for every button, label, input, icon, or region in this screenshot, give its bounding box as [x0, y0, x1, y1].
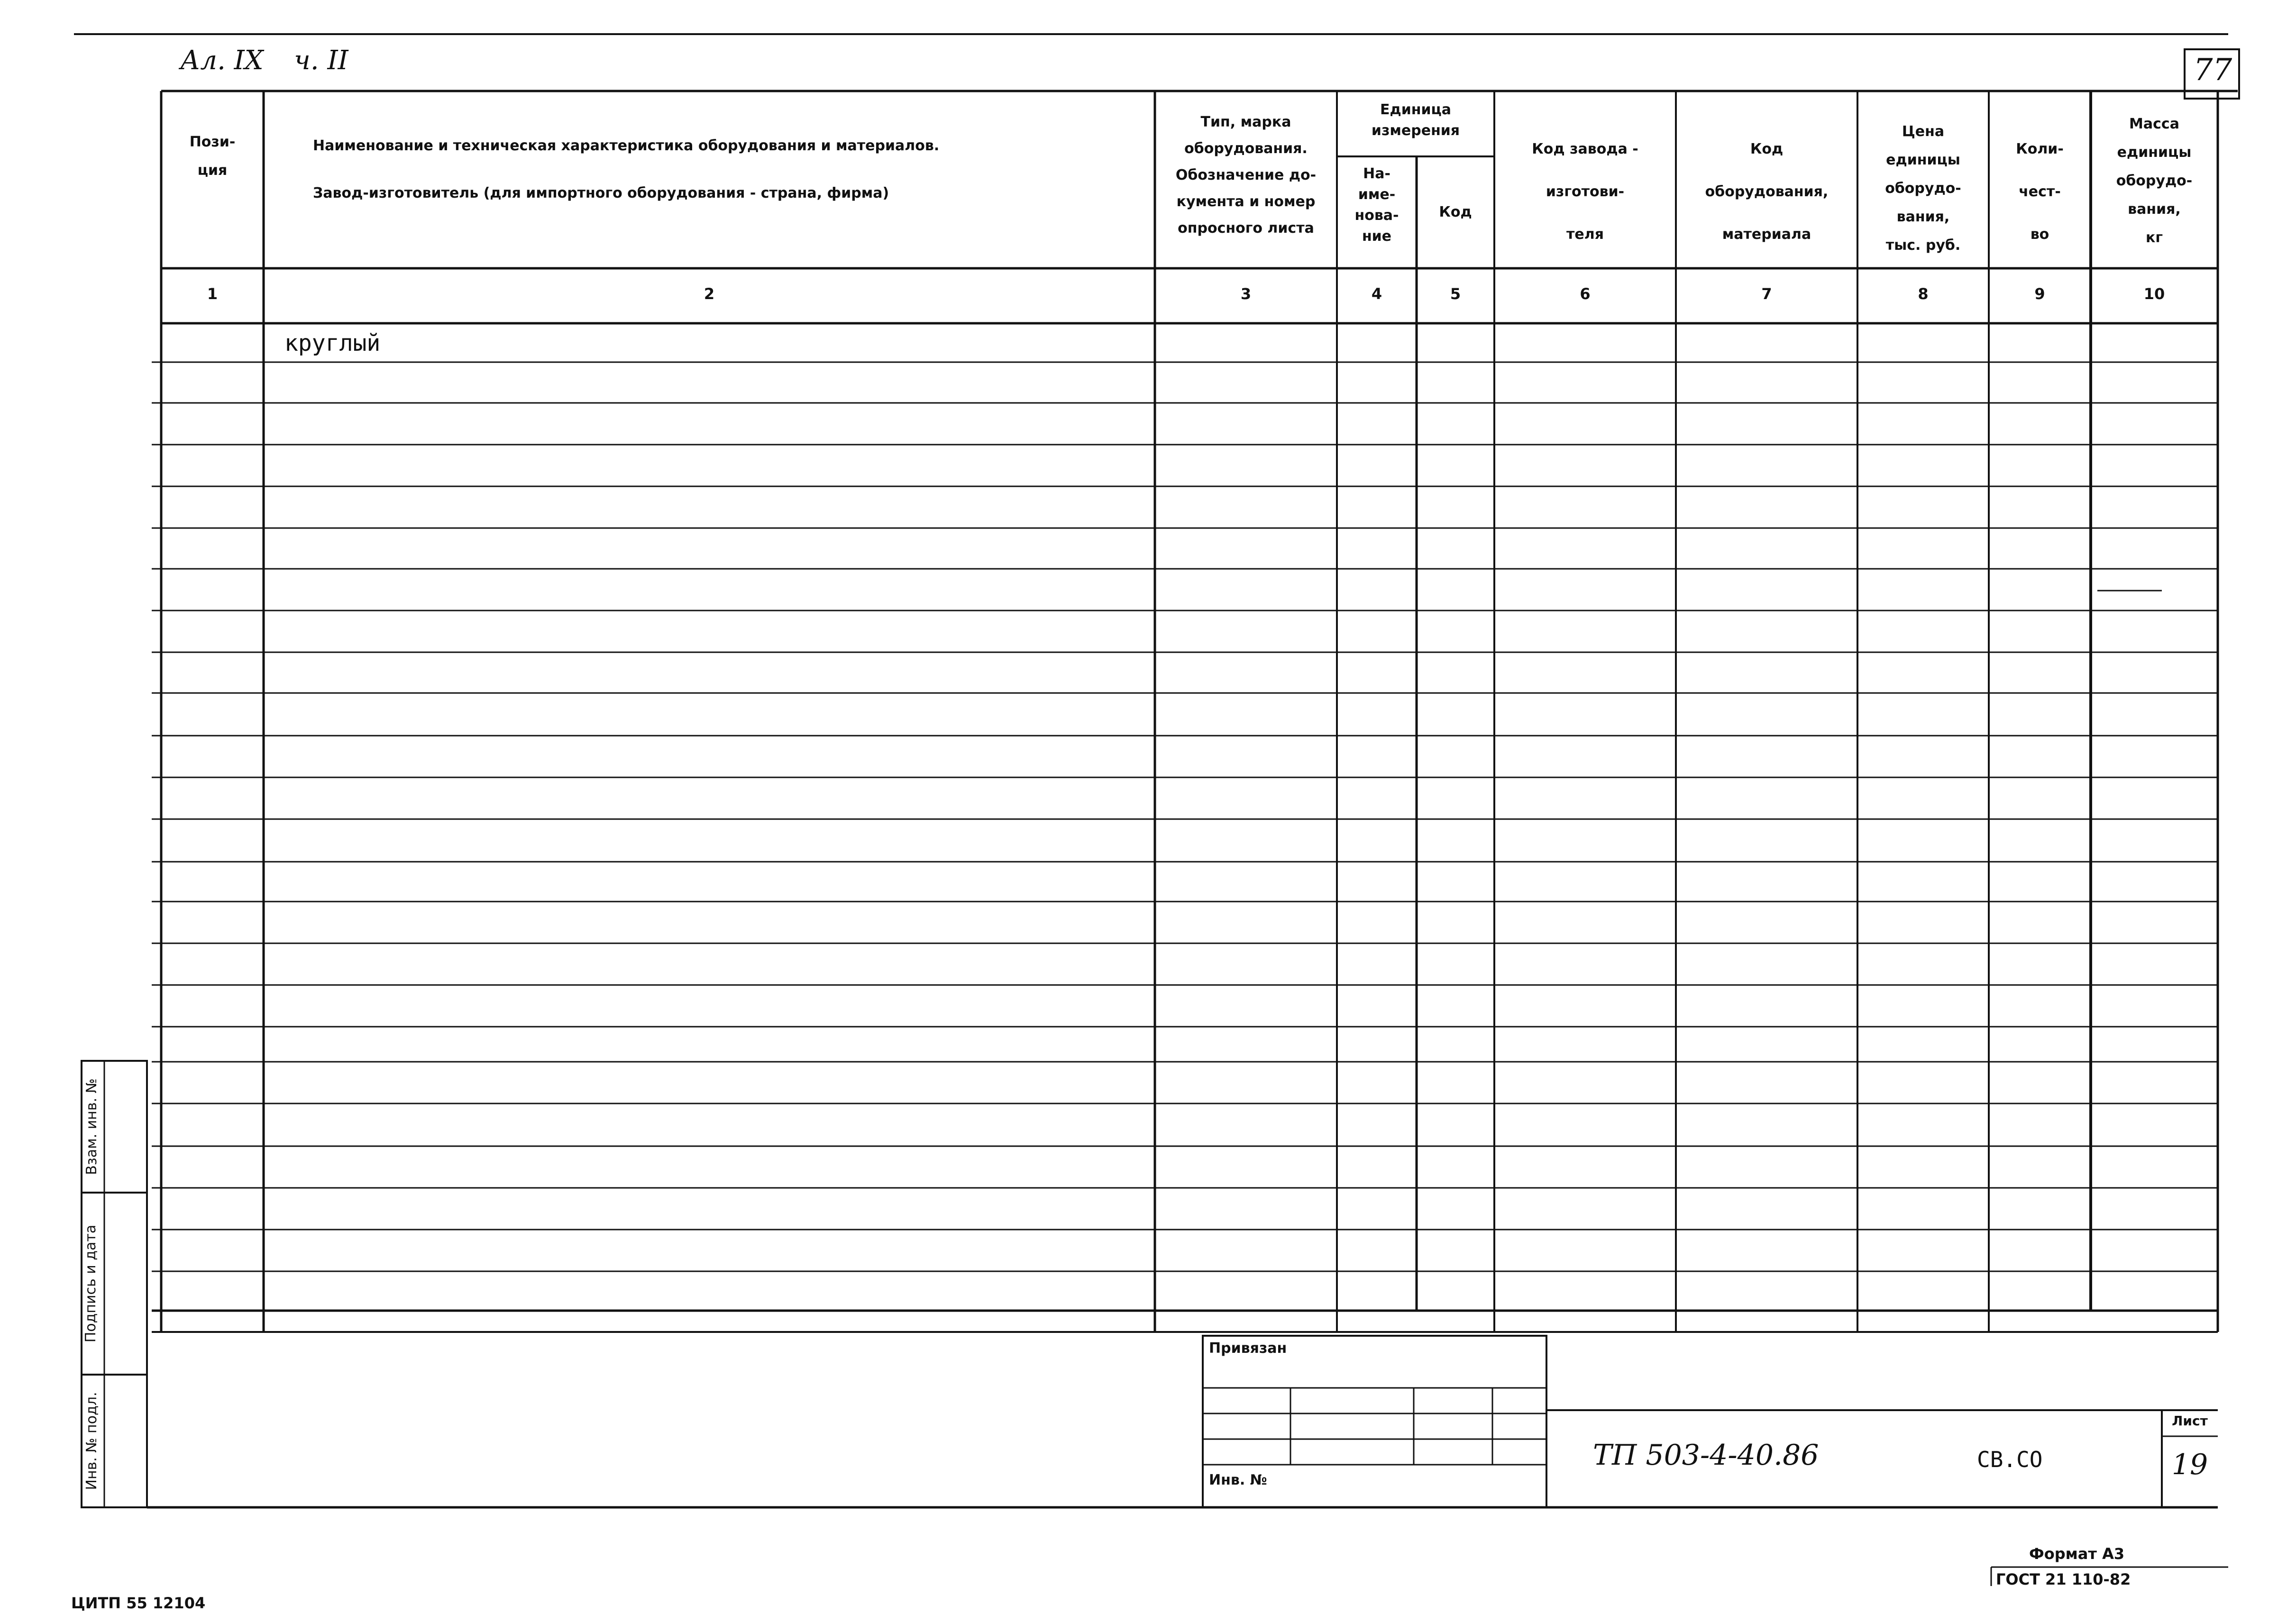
- header-unit-code: Код: [1439, 204, 1472, 220]
- col-number-4: 4: [1371, 285, 1382, 303]
- row-name: круглый: [284, 330, 381, 356]
- side-podpis: Подпись и дата: [82, 1224, 99, 1343]
- col-number-6: 6: [1580, 285, 1591, 303]
- footer-format: Формат А3: [2029, 1545, 2125, 1563]
- col-number-8: 8: [1918, 285, 1929, 303]
- side-vzam: Взам. инв. №: [83, 1078, 100, 1175]
- header-factory-code: Код завода - изготови- теля: [1532, 141, 1638, 243]
- header-name-line2: Завод-изготовитель (для импортного оборудования - страна, фирма): [313, 185, 889, 201]
- header-name-line1: Наименование и техническая характеристика оборудования и материалов.: [313, 137, 940, 154]
- stamp-privyazan: Привязан: [1209, 1340, 1287, 1357]
- header-unit-name: На- име- нова- ние: [1354, 165, 1399, 245]
- header-price: Цена единицы оборудо- вания, тыс. руб.: [1885, 123, 1961, 254]
- col-number-9: 9: [2034, 285, 2045, 303]
- sheet-number: 19: [2171, 1448, 2208, 1481]
- side-inv-podl: Инв. № подл.: [83, 1392, 100, 1490]
- col-number-7: 7: [1761, 285, 1772, 303]
- album-label: Ал. IX: [180, 45, 264, 76]
- col-number-2: 2: [704, 285, 715, 303]
- col-number-5: 5: [1450, 285, 1461, 303]
- col-number-1: 1: [207, 285, 218, 303]
- footer-gost: ГОСТ 21 110-82: [1996, 1570, 2131, 1588]
- header-unit-group: Единица измерения: [1371, 101, 1460, 139]
- doc-code: ТП 503-4-40.86: [1593, 1439, 1819, 1472]
- col-number-10: 10: [2143, 285, 2165, 303]
- header-quantity: Коли- чест- во: [2016, 141, 2064, 243]
- header-type-doc: Тип, марка оборудования. Обозначение до- кумента и номер опросного листа: [1175, 114, 1317, 237]
- page-number: 77: [2193, 53, 2232, 88]
- part-label: ч. II: [294, 45, 348, 76]
- stamp-inv-no: Инв. №: [1209, 1472, 1267, 1488]
- col-number-3: 3: [1240, 285, 1252, 303]
- header-mass: Масса единицы оборудо- вания, кг: [2116, 116, 2193, 246]
- sheet-label: Лист: [2172, 1413, 2208, 1429]
- doc-mark: СВ.СО: [1977, 1447, 2043, 1472]
- footer-citp: ЦИТП 55 12104: [71, 1594, 206, 1612]
- header-equipment-code: Код оборудования, материала: [1705, 141, 1829, 243]
- header-position: Пози- ция: [189, 134, 236, 179]
